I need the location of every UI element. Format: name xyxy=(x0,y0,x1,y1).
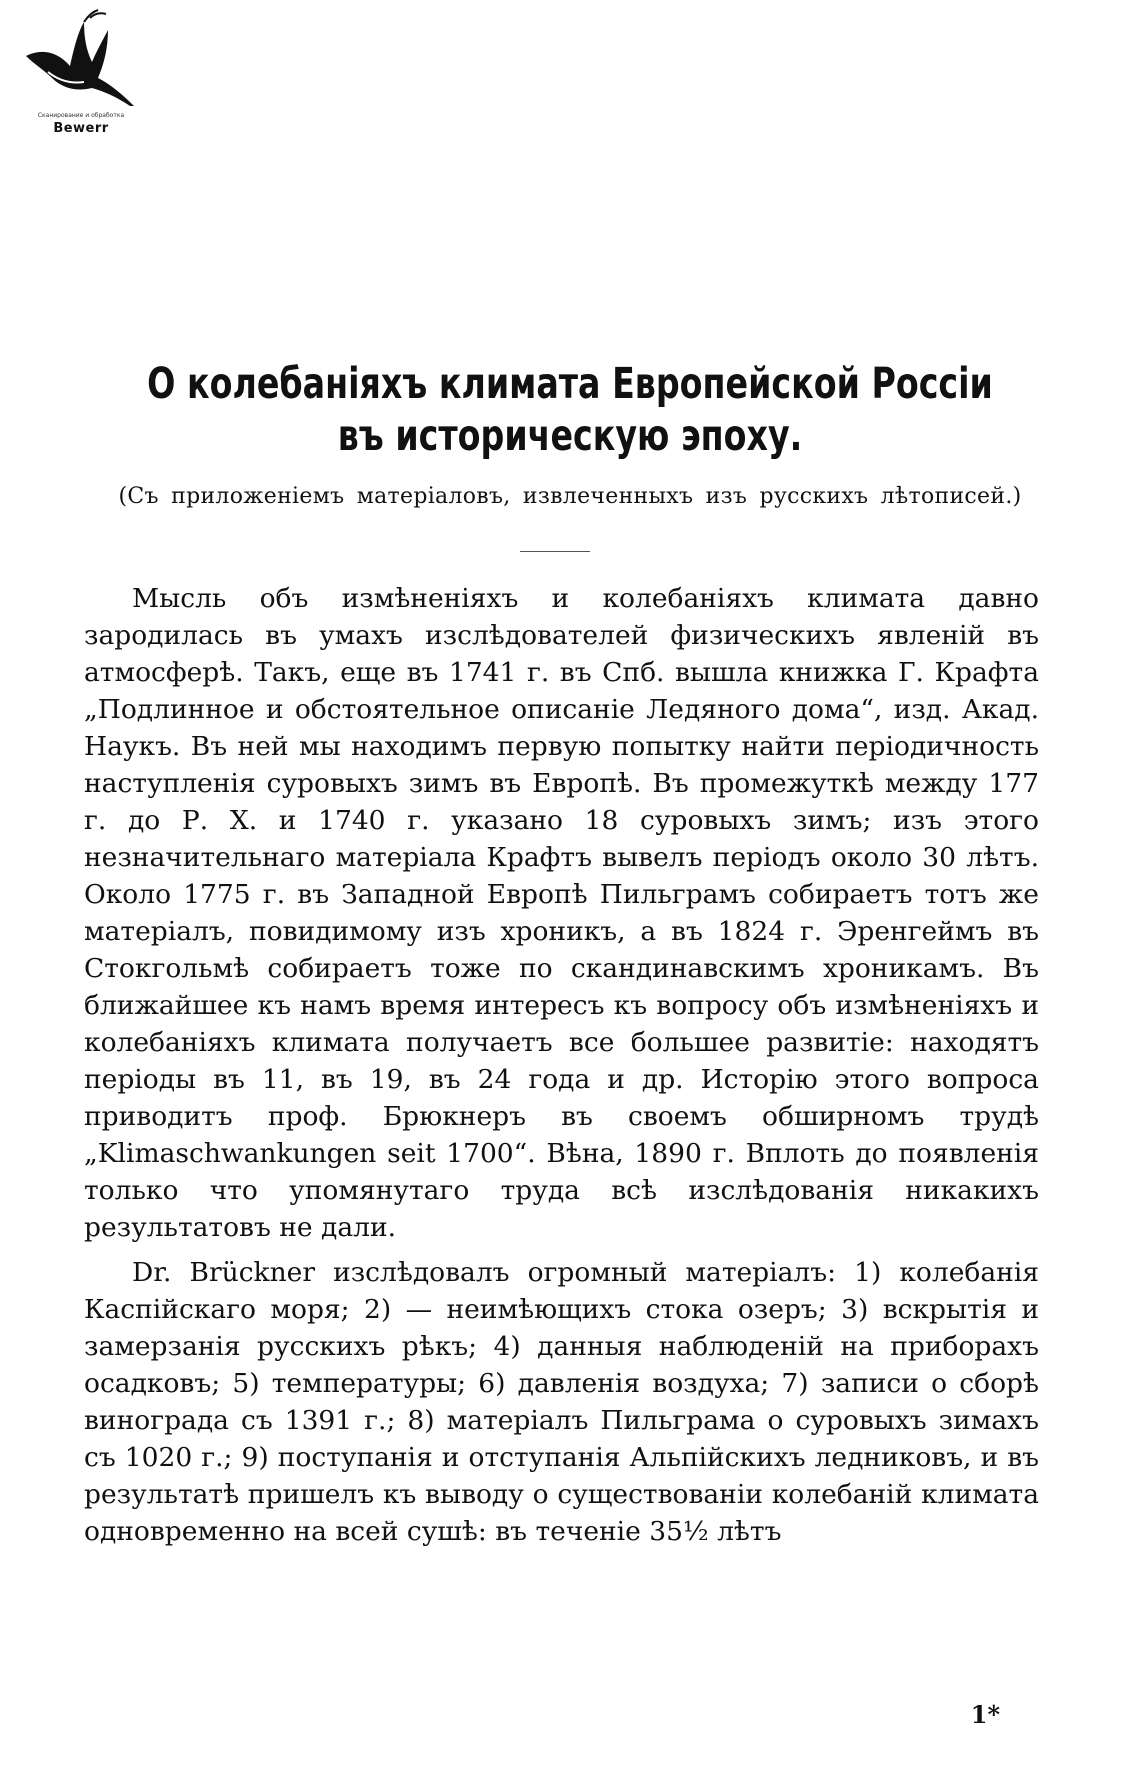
page-number: 1* xyxy=(970,1700,1000,1729)
watermark-name: Bewerr xyxy=(53,121,109,136)
title-divider xyxy=(520,551,590,552)
paragraph: Dr. Brückner изслѣдовалъ огромный матеріалъ: 1) колебанія Каспійскаго моря; 2) — неимѣющихъ стока озеръ; 3) вскрытія и замерзанія русскихъ рѣкъ; 4) данныя наблюденій на приборахъ осадковъ; 5) температуры; 6) давленія воздуха; 7) записи о сборѣ винограда съ 1391 г.; 8) матеріалъ Пильграма о суровыхъ зимахъ съ 1020 г.; 9) поступанія и отступанія Альпійскихъ ледниковъ, и въ результатѣ пришелъ къ выводу о существованіи колебаній климата одновременно на всей сушѣ: въ теченіе 35½ лѣтъ xyxy=(84,1257,1039,1547)
article-subtitle: (Съ приложеніемъ матеріаловъ, извлеченныхъ изъ русскихъ лѣтописей.) xyxy=(118,484,1022,509)
paragraph: Мысль объ измѣненіяхъ и колебаніяхъ климата давно зародилась въ умахъ изслѣдователей физическихъ явленій въ атмосферѣ. Такъ, еще въ 1741 г. въ Спб. вышла книжка Г. Крафта „Подлинное и обстоятельное описаніе Ледяного дома“, изд. Акад. Наукъ. Въ ней мы находимъ первую попытку найти періодичность наступленія суровыхъ зимъ въ Европѣ. Въ промежуткѣ между 177 г. до Р. Х. и 1740 г. указано 18 суровыхъ зимъ; изъ этого незначительнаго матеріала Крафтъ вывелъ періодъ около 30 лѣтъ. Около 1775 г. въ Западной Европѣ Пильграмъ собираетъ тотъ же матеріалъ, повидимому изъ хроникъ, а въ 1824 г. Эренгеймъ въ Стокгольмѣ собираетъ тоже по скандинавскимъ хроникамъ. Въ ближайшее къ намъ время интересъ къ вопросу объ измѣненіяхъ и колебаніяхъ климата получаетъ все большее развитіе: находятъ періоды въ 11, въ 19, въ 24 года и др. Исторію этого вопроса приводитъ проф. Брюкнеръ въ своемъ обширномъ трудѣ „Klimaschwankungen seit 1700“. Вѣна, 1890 г. Вплоть до появленія только что упомянутаго труда всѣ изслѣдованія никакихъ результатовъ не дали. xyxy=(84,583,1039,1243)
article-body xyxy=(84,580,1039,1550)
watermark-logo xyxy=(18,8,140,138)
article-title: О колебаніяхъ климата Европейской Россіи въ историческую эпоху. xyxy=(147,359,993,461)
watermark-caption: Сканирование и обработка xyxy=(37,112,125,119)
bird-icon xyxy=(18,8,140,112)
